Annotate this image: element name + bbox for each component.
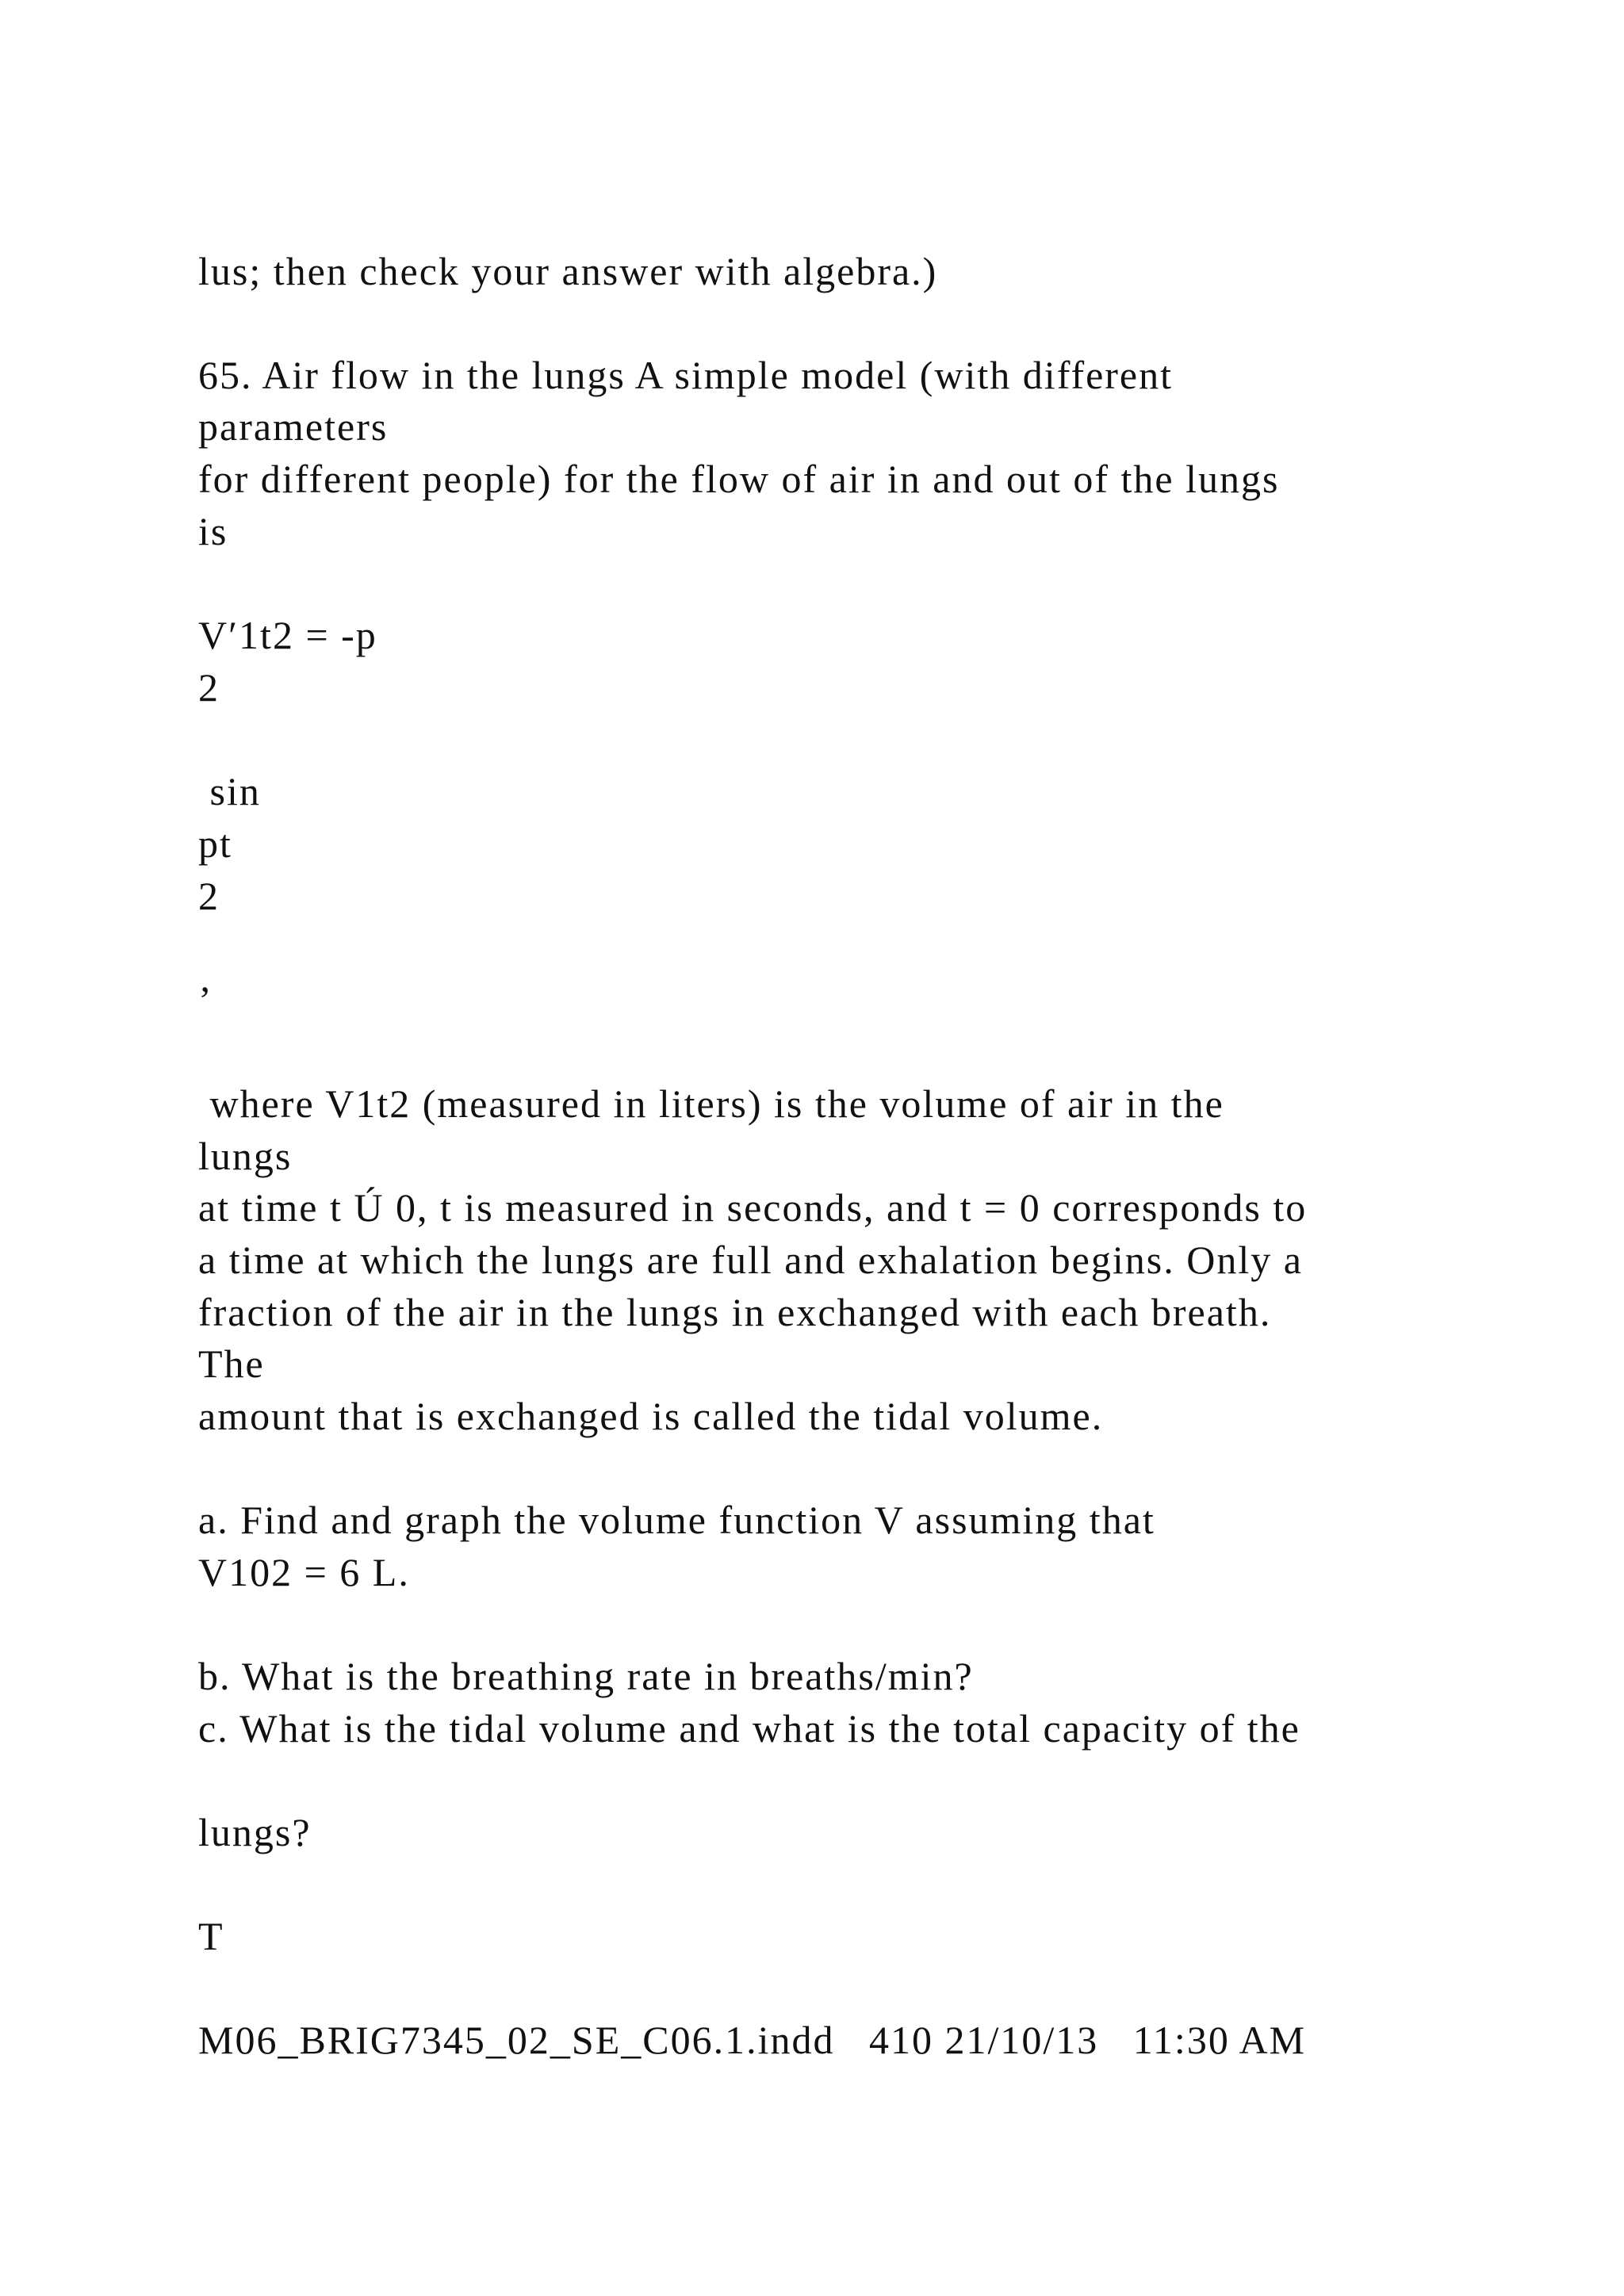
question-c: c. What is the tidal volume and what is the total capacity of the <box>198 1706 1300 1751</box>
equation-line: pt <box>198 821 232 866</box>
question-b: b. What is the breathing rate in breaths/min? <box>198 1654 974 1698</box>
problem-heading: 65. Air flow in the lungs A simple model (with different <box>198 353 1174 397</box>
print-slug-footer: M06_BRIG7345_02_SE_C06.1.indd 410 21/10/13 11:30 AM <box>198 2018 1307 2062</box>
text-line: parameters <box>198 404 389 449</box>
question-c-continued: lungs? <box>198 1810 312 1854</box>
equation-line: sin <box>198 769 261 813</box>
equation-line: 2 <box>198 874 220 918</box>
question-a: a. Find and graph the volume function V assuming that <box>198 1498 1155 1542</box>
equation-line: ’ <box>198 978 213 1022</box>
text-line: a time at which the lungs are full and exhalation begins. Only a <box>198 1238 1303 1282</box>
text-line: where V1t2 (measured in liters) is the volume of air in the <box>198 1081 1224 1126</box>
text-line: lus; then check your answer with algebra.) <box>198 249 938 293</box>
equation-line: V′1t2 = -p <box>198 613 377 657</box>
text-line: is <box>198 509 228 553</box>
text-line: fraction of the air in the lungs in exchanged with each breath. <box>198 1290 1272 1334</box>
text-line: at time t Ú 0, t is measured in seconds, and t = 0 corresponds to <box>198 1185 1308 1230</box>
text-line: amount that is exchanged is called the tidal volume. <box>198 1394 1104 1438</box>
equation-line: 2 <box>198 665 220 710</box>
text-line: lungs <box>198 1134 293 1178</box>
question-a-continued: V102 = 6 L. <box>198 1550 410 1594</box>
text-line: The <box>198 1341 265 1386</box>
text-line: for different people) for the flow of air in and out of the lungs <box>198 457 1280 501</box>
text-line: T <box>198 1914 224 1958</box>
